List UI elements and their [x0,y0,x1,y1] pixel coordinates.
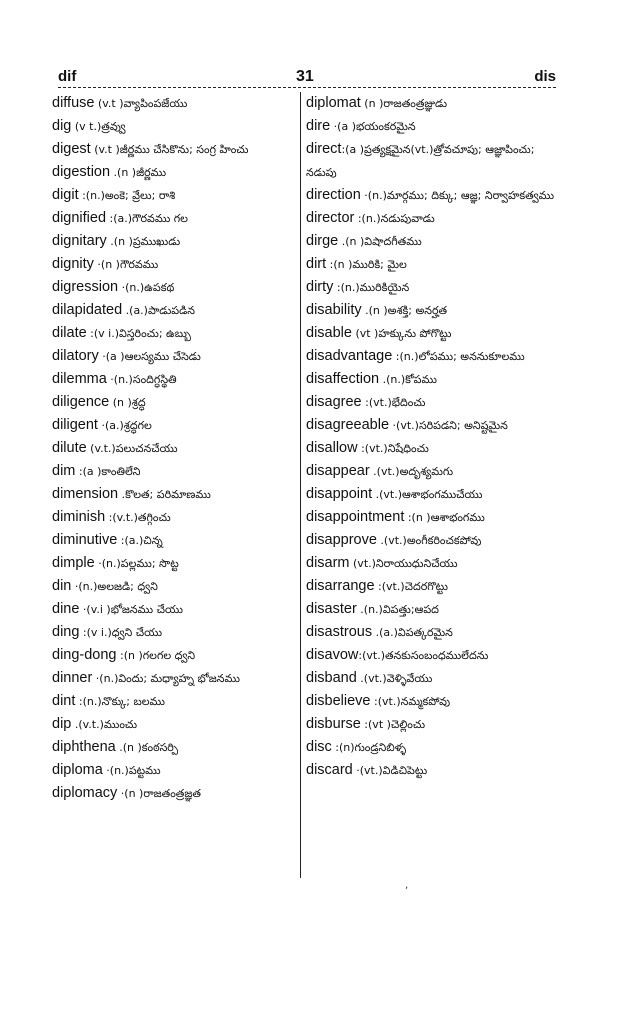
dictionary-entry [306,690,568,713]
headword: dignitary [52,233,107,249]
headword: dinner [52,670,93,686]
headword: diligent [52,417,98,433]
dictionary-entry [306,391,568,414]
dictionary-entry [52,736,314,759]
headword: dirge [306,233,339,249]
dictionary-entry [306,414,568,437]
headword: disburse [306,716,361,732]
definition: ·(a )ఆలస్యము చేసెడు [98,350,201,363]
headword: ding [52,624,80,640]
right-column [306,92,568,782]
dictionary-entry [52,299,314,322]
dictionary-entry [306,299,568,322]
definition: ·(n.)పల్లము; సొట్ట [94,557,179,570]
dictionary-entry [52,460,314,483]
definition: :(n )గలగల ధ్వని [116,649,196,662]
headword: dilatory [52,348,99,364]
headword: disappointment [306,509,405,525]
dictionary-entry [52,644,314,667]
definition: ·(n.)ఉపకథ [118,281,175,294]
dictionary-entry [52,483,314,506]
dictionary-entry [52,552,314,575]
definition: .(n )ప్రముఖుడు [106,235,181,248]
stray-mark: , [405,880,409,891]
definition: (vt.)నిరాయుధునిచేయు [349,557,458,570]
dictionary-entry [306,460,568,483]
dictionary-entry [52,184,314,207]
headword: disc [306,739,332,755]
headword: discard [306,762,353,778]
dictionary-entry [306,115,568,138]
headword: direction [306,187,361,203]
definition: (vt )హక్కును పోగొట్టు [351,327,452,340]
definition: :(vt.)తనకుసంబంధములేదను [358,649,489,662]
definition: .(vt.)ఆశాభంగముచేయు [372,488,483,501]
definition: :(vt.)భేదించు [361,396,426,409]
definition: ·(n )గౌరవము [93,258,159,271]
dictionary-entry [306,92,568,115]
definition: .(n )విషాదగీతము [338,235,422,248]
headword: disastrous [306,624,373,640]
headword: dip [52,716,72,732]
dictionary-entry [52,690,314,713]
definition: :(vt.)చెదరగొట్టు [374,580,448,593]
definition: (v.t )జీర్ణము చేసికొను; సంగ్ర హించు [90,143,249,156]
dictionary-entry [306,644,568,667]
dictionary-entry [306,575,568,598]
dictionary-entry [306,552,568,575]
dictionary-entry [52,92,314,115]
dictionary-entry [306,276,568,299]
definition: .(n )జీర్ణము [110,166,167,179]
dictionary-entry [52,506,314,529]
headword: disagreeable [306,417,390,433]
dictionary-entry [52,414,314,437]
dictionary-entry [52,115,314,138]
headword: dint [52,693,76,709]
definition: ·(n.)అలజడి; ధ్వని [71,580,158,593]
headword: disaffection [306,371,380,387]
definition: :(a.)గౌరవము గల [106,212,188,225]
dictionary-entry [306,736,568,759]
definition: .(v.t.)ముంచు [71,718,138,731]
dictionary-entry [306,437,568,460]
definition: :(vt )చెల్లించు [360,718,425,731]
definition: :(n.)నొక్కు; బలము [75,695,165,708]
definition: :(n )ఆశాభంగము [404,511,485,524]
headword: dilate [52,325,87,341]
headword: dim [52,463,76,479]
headword: digestion [52,164,111,180]
headword: direct [306,141,342,157]
dictionary-entry [306,621,568,644]
dictionary-entry [306,667,568,690]
definition: (v.t )వ్యాపింపజేయు [94,97,188,110]
definition: :(n.)నడుపువాడు [354,212,435,225]
headword: dimple [52,555,95,571]
definition: ·(n.)పట్టము [102,764,161,777]
headword: disappoint [306,486,373,502]
definition: ·(vt.)సరిపడని; అనిష్టమైన [389,419,508,432]
dictionary-entry [52,207,314,230]
page-number: 31 [296,68,314,85]
dictionary-entry [306,253,568,276]
definition: .(vt.)అదృశ్యమగు [369,465,454,478]
definition: ·(n.)విందు; మధ్యాహ్న భోజనము [92,672,240,685]
headword: dignity [52,256,94,272]
headword: dine [52,601,80,617]
headword: diminutive [52,532,118,548]
headword: dig [52,118,72,134]
headword: disband [306,670,357,686]
headword: din [52,578,72,594]
dictionary-entry [52,598,314,621]
definition: :(v i.)విస్తరించు; ఉబ్బు [86,327,191,340]
definition: :(v i.)ధ్వని చేయు [79,626,163,639]
headword: diligence [52,394,110,410]
dictionary-entry [306,598,568,621]
definition: .(n )కంఠసర్పి [115,741,179,754]
headword: disappear [306,463,370,479]
headword: diploma [52,762,103,778]
definition: ·(a )భయంకరమైన [330,120,416,133]
headword: diphthena [52,739,116,755]
headword: digest [52,141,91,157]
headword: dirt [306,256,327,272]
definition: .(a.)విపత్కరమైన [372,626,453,639]
definition: .(n.)కోపము [379,373,437,386]
definition: .(vt.)అంగీకరించకపోవు [376,534,482,547]
dictionary-entry [52,230,314,253]
headword: dimension [52,486,119,502]
definition: .(vt.)వెళ్ళివేయు [356,672,433,685]
dictionary-entry [52,368,314,391]
headword: dilapidated [52,302,123,318]
dictionary-entry [306,345,568,368]
dictionary-entry [52,161,314,184]
dictionary-entry [306,322,568,345]
definition: ·(v.i )భోజనము చేయు [79,603,183,616]
headword: digression [52,279,119,295]
headword: digit [52,187,79,203]
definition: ·(n.)సందిగ్ధస్థితి [106,373,177,386]
dictionary-entry [306,506,568,529]
headword: diplomacy [52,785,118,801]
dictionary-entry [52,621,314,644]
definition: :(n.)లోపము; అననుకూలము [392,350,525,363]
headword: director [306,210,355,226]
dictionary-entry [52,437,314,460]
headword: dirty [306,279,334,295]
definition: :(n.)మురికియైన [333,281,410,294]
definition: .(n.)విపత్తు;ఆపద [356,603,439,616]
headword: disable [306,325,352,341]
headword: dilemma [52,371,107,387]
dictionary-entry [52,529,314,552]
dictionary-entry [52,575,314,598]
headword: disability [306,302,362,318]
dictionary-entry [52,276,314,299]
headword: disarm [306,555,350,571]
definition: :(n )మురికి; మైల [326,258,407,271]
dictionary-entry [52,322,314,345]
definition: ·(a.)శ్రద్ధగల [97,419,152,432]
headword: disavow [306,647,359,663]
headword: disadvantage [306,348,393,364]
dictionary-entry [306,713,568,736]
headword: diplomat [306,95,361,111]
headword: disagree [306,394,362,410]
page-header [46,68,556,90]
definition: :(vt.)నమ్మకపోవు [370,695,451,708]
headword: dire [306,118,331,134]
headword: disallow [306,440,358,456]
dictionary-entry [52,759,314,782]
dictionary-entry [52,667,314,690]
headword: diffuse [52,95,95,111]
definition: (n )రాజతంత్రజ్ఞుడు [360,97,447,110]
left-column [52,92,314,805]
header-rule [58,87,556,88]
definition: :(vt.)నిషేధించు [357,442,429,455]
left-guide-word: dif [58,68,77,85]
dictionary-entry [306,138,568,184]
headword: disapprove [306,532,377,548]
definition: ·(n.)మార్గము; దిక్కు; ఆజ్ఞ; నిర్వాహకత్వము [360,189,555,202]
definition: :(n)గుండ్రనిబిళ్ళ [331,741,407,754]
headword: dilute [52,440,87,456]
headword: disbelieve [306,693,371,709]
dictionary-entry [306,230,568,253]
dictionary-entry [306,529,568,552]
dictionary-entry [306,184,568,207]
dictionary-entry [306,207,568,230]
headword: ding-dong [52,647,117,663]
dictionary-entry [52,253,314,276]
definition: :(n.)అంకె; వ్రేలు; రాశి [78,189,176,202]
dictionary-entry [306,759,568,782]
headword: disarrange [306,578,375,594]
dictionary-entry [52,138,314,161]
dictionary-entry [52,391,314,414]
definition: .(a.)పాడుపడిన [122,304,195,317]
dictionary-entry [52,713,314,736]
definition: ·(n )రాజతంత్రజ్ఞత [117,787,201,800]
definition: :(a )ప్రత్యక్షమైన(vt.)త్రోవచూపు; ఆజ్ఞాపించు; నడుపు [306,143,535,179]
dictionary-entry [306,483,568,506]
headword: disaster [306,601,357,617]
definition: .కొలత; పరిమాణము [118,488,211,501]
definition: .(n )అశక్తి; అనర్హత [361,304,448,317]
definition: (n )శ్రద్ధ [109,396,146,409]
right-guide-word: dis [534,68,556,85]
definition: (v t.)త్రవ్వు [71,120,126,133]
headword: dignified [52,210,107,226]
definition: :(v.t.)తగ్గించు [105,511,171,524]
dictionary-entry [306,368,568,391]
definition: :(a )కాంతిలేని [75,465,141,478]
headword: diminish [52,509,106,525]
definition: :(a.)చిన్న [117,534,163,547]
definition: (v.t.)పలుచనచేయు [86,442,178,455]
definition: ·(vt.)విడిచిపెట్టు [352,764,428,777]
dictionary-entry [52,782,314,805]
dictionary-entry [52,345,314,368]
